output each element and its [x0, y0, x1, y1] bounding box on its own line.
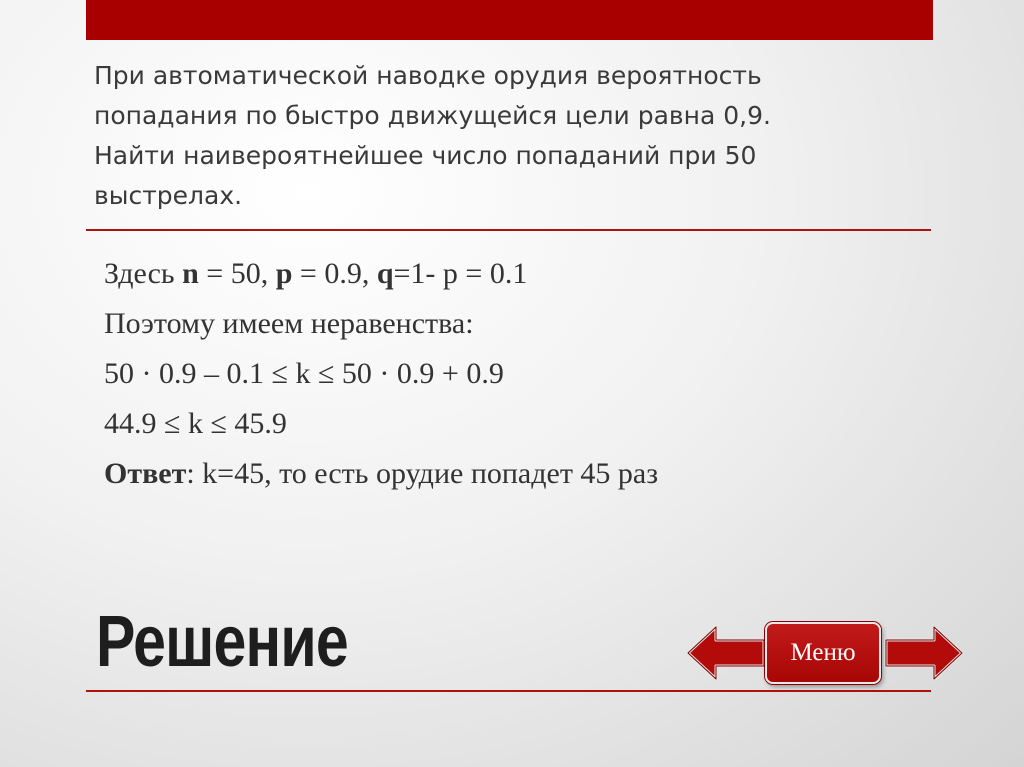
menu-button[interactable]: Меню: [765, 622, 881, 684]
q-value: =1- p = 0.1: [393, 257, 528, 290]
arrow-left-shape: [686, 625, 766, 681]
n-value: = 50,: [198, 257, 276, 290]
problem-line: Найти наивероятнейшее число попаданий при 50: [94, 141, 757, 170]
p-label: p: [275, 257, 293, 290]
problem-line: При автоматической наводке орудия вероятность: [94, 61, 762, 90]
arrow-right-shape: [884, 625, 964, 681]
inequality-result: 44.9 ≤ k ≤ 45.9: [104, 407, 287, 440]
bottom-divider: [86, 690, 931, 692]
arrow-left-icon[interactable]: [686, 625, 766, 686]
problem-statement: [94, 56, 924, 216]
problem-line: попадания по быстро движущейся цели равна 0,9.: [94, 101, 771, 130]
answer-label: Ответ: [104, 457, 187, 490]
answer-text: : k=45, то есть орудие попадет 45 раз: [186, 457, 659, 490]
given-prefix: Здесь: [104, 257, 183, 290]
problem-line: выстрелах.: [94, 181, 243, 210]
top-accent-bar: [86, 0, 933, 40]
slide-title: Решение: [96, 602, 348, 682]
q-label: q: [376, 257, 394, 290]
p-value: = 0.9,: [292, 257, 377, 290]
answer-line: [104, 449, 904, 499]
top-divider: [86, 229, 931, 231]
given-line: [104, 249, 904, 299]
n-label: n: [182, 257, 199, 290]
solution-body: [104, 249, 904, 499]
inequality-expression: 50 · 0.9 – 0.1 ≤ k ≤ 50 · 0.9 + 0.9: [104, 357, 504, 390]
inequality-intro: Поэтому имеем неравенства:: [104, 307, 474, 340]
arrow-right-icon[interactable]: [884, 625, 964, 686]
